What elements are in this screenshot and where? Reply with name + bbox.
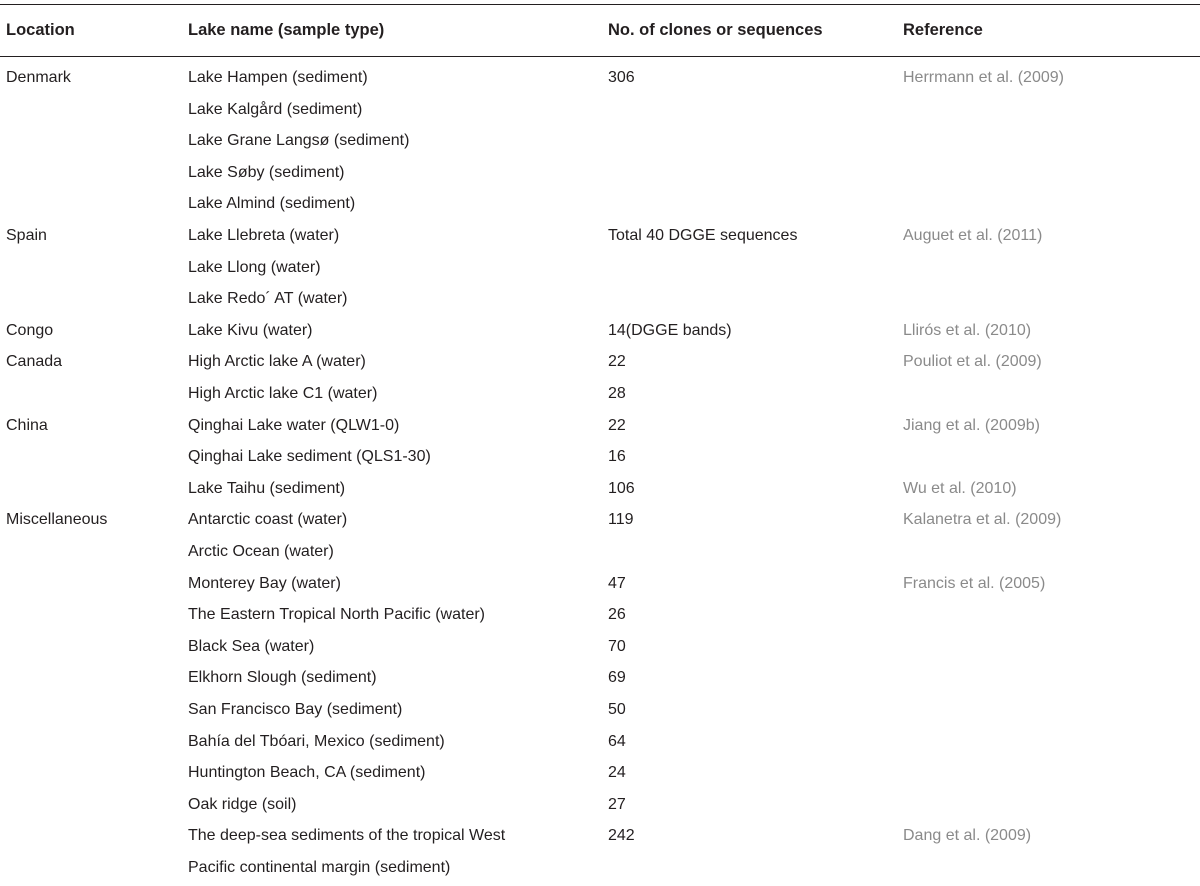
cell-reference: Pouliot et al. (2009)	[903, 353, 1042, 371]
table-row	[0, 285, 1200, 317]
table-header	[0, 16, 1200, 46]
cell-reference: Wu et al. (2010)	[903, 479, 1017, 497]
cell-clones: 306	[608, 69, 635, 86]
table-row	[0, 759, 1200, 791]
cell-clones: 22	[608, 353, 626, 371]
cell-lake-name: Qinghai Lake water (QLW1-0)	[188, 416, 400, 434]
cell-clones: 24	[608, 764, 626, 782]
table-row	[0, 822, 1200, 854]
cell-location: China	[6, 416, 48, 434]
cell-lake-name: Huntington Beach, CA (sediment)	[188, 764, 426, 782]
table-row	[0, 222, 1200, 254]
cell-lake-name: High Arctic lake C1 (water)	[188, 385, 378, 402]
cell-lake-name: The Eastern Tropical North Pacific (water)	[188, 606, 485, 624]
table-row	[0, 64, 1200, 96]
cell-lake-name: Lake Grane Langsø (sediment)	[188, 132, 410, 150]
table-row	[0, 348, 1200, 380]
header-reference: Reference	[903, 21, 983, 39]
cell-reference: Auguet et al. (2011)	[903, 227, 1043, 244]
cell-clones: 28	[608, 385, 626, 402]
cell-lake-name: Bahía del Tbóari, Mexico (sediment)	[188, 732, 445, 750]
cell-lake-name: Elkhorn Slough (sediment)	[188, 669, 377, 687]
table-row	[0, 601, 1200, 633]
table-row	[0, 475, 1200, 507]
cell-clones: 70	[608, 637, 626, 655]
table-row	[0, 791, 1200, 823]
cell-lake-name: Arctic Ocean (water)	[188, 543, 334, 560]
cell-clones: 47	[608, 574, 626, 592]
top-rule	[0, 4, 1200, 5]
table-row	[0, 538, 1200, 570]
cell-lake-name: Antarctic coast (water)	[188, 511, 348, 529]
cell-clones: 22	[608, 416, 626, 434]
table-row	[0, 159, 1200, 191]
cell-lake-name: The deep-sea sediments of the tropical West	[188, 827, 506, 845]
cell-reference: Llirós et al. (2010)	[903, 321, 1032, 339]
cell-clones: 242	[608, 827, 635, 845]
header-location: Location	[6, 21, 75, 39]
table-row	[0, 854, 1200, 886]
cell-lake-name: Qinghai Lake sediment (QLS1-30)	[188, 448, 431, 466]
cell-clones: 14(DGGE bands)	[608, 321, 732, 339]
table-row	[0, 412, 1200, 444]
cell-clones: 106	[608, 479, 635, 497]
cell-clones: 27	[608, 795, 626, 813]
cell-location: Denmark	[6, 69, 71, 86]
cell-clones: 26	[608, 606, 626, 624]
table-row	[0, 317, 1200, 349]
cell-location: Canada	[6, 353, 63, 371]
table-row	[0, 506, 1200, 538]
cell-clones: 50	[608, 701, 626, 718]
cell-lake-name: Lake Almind (sediment)	[188, 195, 356, 213]
cell-lake-name: Lake Søby (sediment)	[188, 163, 345, 181]
cell-lake-name: High Arctic lake A (water)	[188, 353, 366, 371]
cell-clones: 119	[608, 511, 634, 529]
table-row	[0, 570, 1200, 602]
cell-clones: 69	[608, 669, 626, 687]
cell-lake-name: Black Sea (water)	[188, 637, 315, 655]
cell-reference: Herrmann et al. (2009)	[903, 69, 1064, 86]
cell-clones: 64	[608, 732, 626, 750]
table-row	[0, 190, 1200, 222]
cell-reference: Kalanetra et al. (2009)	[903, 511, 1062, 529]
cell-reference: Dang et al. (2009)	[903, 827, 1032, 845]
table-row	[0, 443, 1200, 475]
table-row	[0, 96, 1200, 128]
header-rule	[0, 56, 1200, 57]
cell-lake-name: Lake Llong (water)	[188, 258, 321, 276]
table-row	[0, 696, 1200, 728]
cell-clones: Total 40 DGGE sequences	[608, 227, 798, 244]
table-row	[0, 728, 1200, 760]
cell-location: Spain	[6, 227, 47, 244]
table-row	[0, 127, 1200, 159]
cell-location: Miscellaneous	[6, 511, 108, 529]
table-row	[0, 633, 1200, 665]
cell-reference: Jiang et al. (2009b)	[903, 416, 1040, 434]
cell-location: Congo	[6, 321, 54, 339]
cell-lake-name: Lake Redo´ AT (water)	[188, 290, 348, 308]
table-row	[0, 254, 1200, 286]
cell-lake-name: Monterey Bay (water)	[188, 574, 341, 592]
cell-lake-name: Lake Llebreta (water)	[188, 227, 340, 244]
cell-lake-name: Lake Taihu (sediment)	[188, 479, 346, 497]
header-clones: No. of clones or sequences	[608, 21, 823, 39]
cell-lake-name: San Francisco Bay (sediment)	[188, 701, 403, 718]
table-row	[0, 664, 1200, 696]
cell-lake-name: Lake Kivu (water)	[188, 321, 313, 339]
cell-reference: Francis et al. (2005)	[903, 574, 1046, 592]
header-lake-name: Lake name (sample type)	[188, 21, 385, 39]
cell-lake-name: Pacific continental margin (sediment)	[188, 859, 451, 876]
cell-lake-name: Lake Kalgård (sediment)	[188, 100, 363, 118]
cell-clones: 16	[608, 448, 626, 466]
cell-lake-name: Oak ridge (soil)	[188, 795, 297, 813]
cell-lake-name: Lake Hampen (sediment)	[188, 69, 368, 86]
table-row	[0, 380, 1200, 412]
